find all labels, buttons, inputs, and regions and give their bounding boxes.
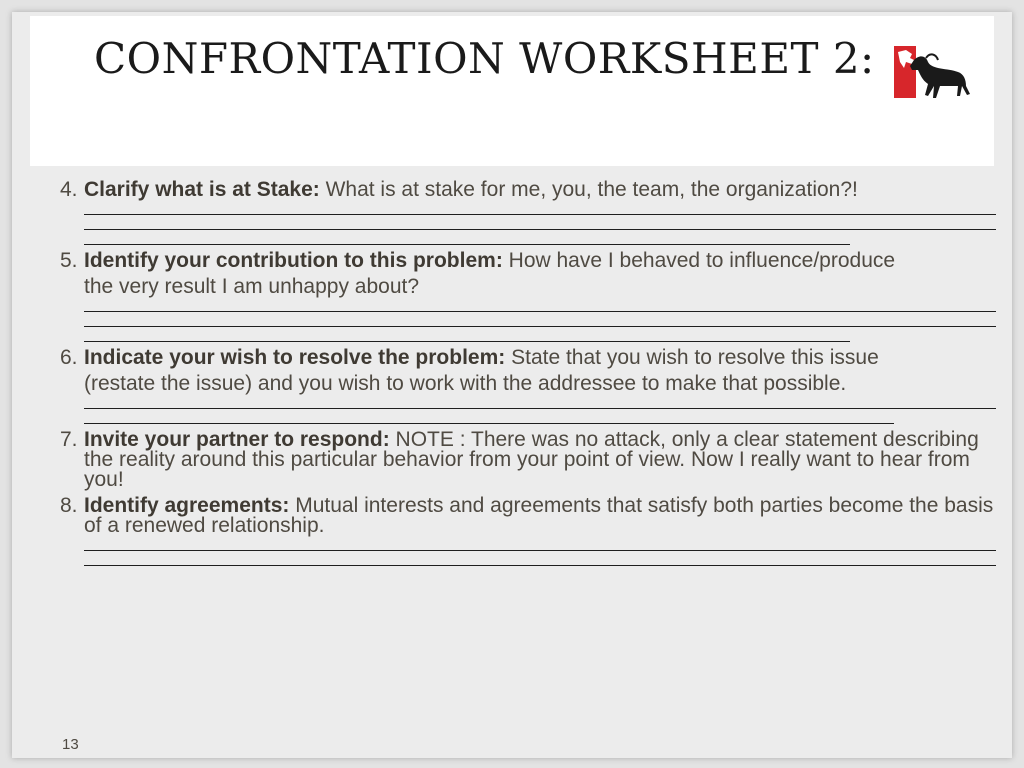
worksheet-item-5 — [60, 251, 1000, 271]
item-number: 4. — [60, 178, 78, 201]
answer-line[interactable] — [84, 536, 996, 551]
item-number: 5. — [60, 249, 78, 272]
worksheet-item-6 — [60, 348, 1000, 368]
item-continuation: (restate the issue) and you wish to work with the addressee to make that possible. — [84, 372, 847, 395]
answer-line[interactable] — [84, 200, 996, 215]
worksheet-item-7 — [60, 430, 1000, 490]
slide — [12, 12, 1012, 758]
slide-title: CONFRONTATION WORKSHEET 2: — [94, 34, 875, 83]
item-text: NOTE : There was no attack, only a clear statement describing the reality around this particular behavior from your point of view. Now I really want to hear from you! — [84, 428, 979, 491]
item-text: How have I behaved to influence/produce — [502, 249, 896, 272]
answer-line[interactable] — [84, 409, 894, 424]
answer-line[interactable] — [84, 297, 996, 312]
item-text: Mutual interests and agreements that satisfy both parties become the basis of a renewed relationship. — [84, 494, 994, 537]
worksheet-content — [60, 180, 1000, 566]
slide-number: 13 — [62, 736, 79, 753]
answer-line[interactable] — [84, 312, 996, 327]
answer-line[interactable] — [84, 551, 996, 566]
title-band — [30, 16, 994, 166]
item-text: State that you wish to resolve this issue — [505, 346, 879, 369]
item-number: 8. — [60, 494, 78, 517]
item-label: Invite your partner to respond: — [84, 428, 390, 451]
item-continuation: the very result I am unhappy about? — [84, 275, 420, 298]
item-label: Identify agreements: — [84, 494, 290, 517]
answer-line[interactable] — [84, 394, 996, 409]
answer-line[interactable] — [84, 327, 850, 342]
item-text: What is at stake for me, you, the team, the organization?! — [319, 178, 858, 201]
horse-logo-icon — [892, 40, 972, 106]
item-label: Clarify what is at Stake: — [84, 178, 320, 201]
item-label: Identify your contribution to this problem: — [84, 249, 503, 272]
worksheet-item-4 — [60, 180, 1000, 200]
worksheet-item-8 — [60, 496, 1000, 536]
answer-line[interactable] — [84, 230, 850, 245]
item-number: 7. — [60, 428, 78, 451]
item-number: 6. — [60, 346, 78, 369]
item-label: Indicate your wish to resolve the problem: — [84, 346, 506, 369]
answer-line[interactable] — [84, 215, 996, 230]
